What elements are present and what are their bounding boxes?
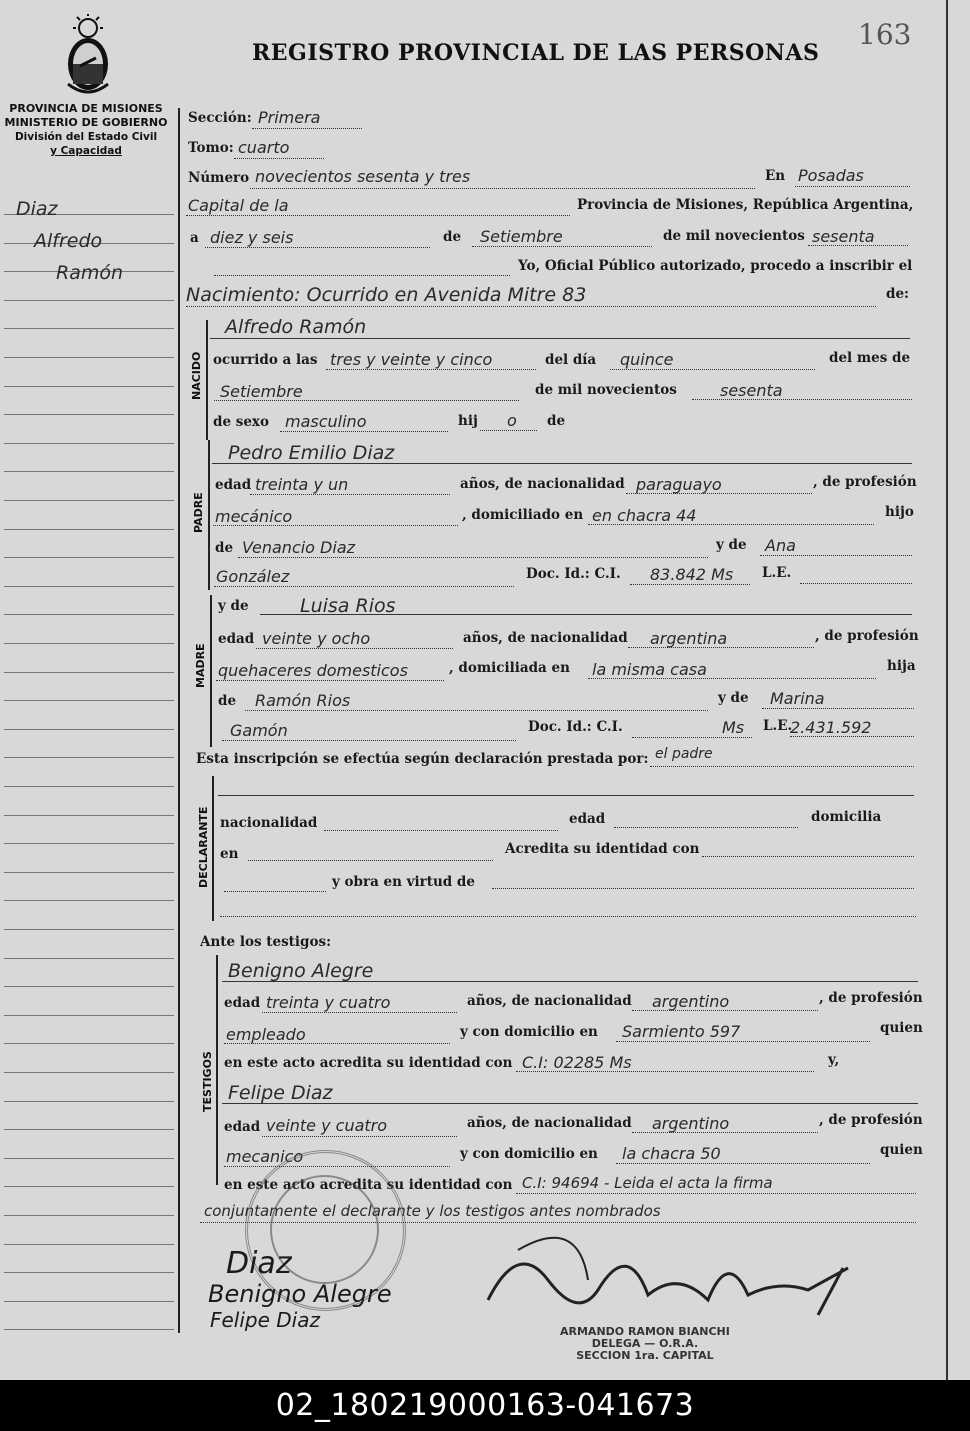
officer-signature [478,1220,858,1320]
margin-rule [4,729,174,730]
madre-edad-label: edad [218,631,255,647]
en-label: En [765,168,786,184]
margin-rule [4,414,174,415]
margin-rule [4,643,174,644]
nacido-bracket [206,320,208,440]
madre-anos-label: años, de nacionalidad [463,630,628,646]
madre-edad: veinte y ocho [262,629,371,648]
margin-rule [4,586,174,587]
numero-value: novecientos sesenta y tres [255,167,471,186]
margin-rule [4,986,174,987]
padre-le-label: L.E. [762,565,792,581]
de-label: de [443,229,462,245]
padre-domicilio: en chacra 44 [592,506,697,525]
page-title: REGISTRO PROVINCIAL DE LAS PERSONAS [252,40,820,66]
madre-doc: Ms [722,718,745,737]
numero-label: Número [188,170,250,186]
madre-y-de-2-label: y de [718,690,749,706]
margin-rule [4,757,174,758]
margin-rule [4,500,174,501]
padre-nombre: Pedro Emilio Diaz [228,442,395,464]
margin-rule [4,1301,174,1302]
padre-madre-de-2: González [216,567,290,586]
testigo2-profesion: mecanico [226,1147,304,1166]
testigo2-nombre: Felipe Diaz [228,1082,333,1104]
tomo-value: cuarto [238,138,290,157]
testigo1-edad-label: edad [224,995,261,1011]
firma-2: Benigno Alegre [208,1280,392,1308]
declarante-nacionalidad-label: nacionalidad [220,815,318,831]
margin-surname: Diaz [16,198,58,220]
madre-bracket [210,595,212,747]
coat-of-arms-icon [58,14,118,98]
margin-rule [4,557,174,558]
del-dia-label: del día [545,352,597,368]
seccion-value: Primera [258,108,321,127]
right-edge [946,0,948,1380]
padre-profesion-label: , de profesión [813,474,917,490]
mil-label: de mil novecientos [663,228,805,244]
testigos-section-label: TESTIGOS [201,1051,214,1112]
margin-rule [4,471,174,472]
madre-section-label: MADRE [194,643,207,688]
officer-line-3: SECCION 1ra. CAPITAL [576,1349,714,1362]
madre-padre-de: Ramón Rios [255,691,351,710]
margin-rule [4,958,174,959]
testigo2-nacionalidad: argentino [652,1114,730,1133]
margin-rule [4,815,174,816]
margin-rule [4,328,174,329]
cierre-text: conjuntamente el declarante y los testigos antes nombrados [204,1202,661,1220]
margin-rule [4,1272,174,1273]
testigo1-nacionalidad: argentino [652,992,730,1011]
margin-rule [4,872,174,873]
declarante-obra-label: y obra en virtud de [332,874,475,890]
acto-value: Nacimiento: Ocurrido en Avenida Mitre 83 [186,284,587,306]
ocurrido-label: ocurrido a las [213,352,318,368]
del-mes-label: del mes de [829,350,911,366]
padre-anos-label: años, de nacionalidad [460,476,625,492]
margin-rule [4,929,174,930]
padre-doc-label: Doc. Id.: C.I. [526,566,621,582]
margin-rule [4,300,174,301]
madre-nacionalidad: argentina [650,629,728,648]
testigo1-profesion: empleado [226,1025,306,1044]
margin-rule [4,443,174,444]
de-colon-label: de: [886,286,910,302]
testigo1-edad: treinta y cuatro [266,993,391,1012]
testigo2-domicilio: la chacra 50 [622,1144,721,1163]
margin-rule [4,1329,174,1330]
madre-nombre: Luisa Rios [300,595,396,617]
hij-label: hij [458,413,478,429]
ministry-line-4: y Capacidad [50,145,122,157]
margin-rule [4,672,174,673]
dia-value: diez y seis [210,228,294,247]
testigo1-nombre: Benigno Alegre [228,960,374,982]
provincia-text: Provincia de Misiones, República Argentina, [577,197,914,213]
testigo1-acredita-label: en este acto acredita su identidad con [224,1055,513,1071]
testigo1-domicilio-label: y con domicilio en [460,1024,598,1040]
testigo2-edad: veinte y cuatro [266,1116,388,1135]
declarante-en-label: en [220,846,239,862]
testigo2-acredita-label: en este acto acredita su identidad con [224,1177,513,1193]
capital-value: Capital de la [188,196,289,215]
madre-le-label: L.E. [763,718,793,734]
padre-de-label: de [215,540,234,556]
page-number: 163 [858,18,912,51]
nacido-nombre: Alfredo Ramón [225,316,367,338]
seccion-label: Sección: [188,110,252,126]
dia-nac-value: quince [620,350,674,369]
declarante-section-label: DECLARANTE [197,806,210,888]
margin-rule [4,357,174,358]
footer-code: 02_180219000163-041673 [0,1380,970,1431]
declarante-edad-label: edad [569,811,606,827]
madre-profesion: quehaceres domesticos [218,661,408,680]
mes-value: Setiembre [480,227,563,246]
anio-value: sesenta [812,227,875,246]
padre-bracket [208,440,210,590]
margin-rule [4,1072,174,1073]
margin-rule [4,900,174,901]
firma-1: Diaz [226,1246,292,1281]
testigo1-doc: C.I: 02285 Ms [522,1053,632,1072]
madre-le: 2.431.592 [790,718,872,737]
ministry-line-3: División del Estado Civil [14,131,158,143]
margin-rule [4,1244,174,1245]
tomo-label: Tomo: [188,140,234,156]
margin-rule [4,1043,174,1044]
madre-madre-de: Marina [770,689,825,708]
margin-rule [4,786,174,787]
margin-rule [4,529,174,530]
margin-name-2: Ramón [56,262,124,284]
declaracion-text: Esta inscripción se efectúa según declaración prestada por: [196,751,649,767]
testigos-bracket [216,955,218,1185]
margin-name-1: Alfredo [34,230,103,252]
padre-padre-de: Venancio Diaz [242,538,356,557]
testigo2-profesion-label: , de profesión [819,1112,923,1128]
anio-nac-value: sesenta [720,381,783,400]
ministry-line-1: PROVINCIA DE MISIONES [9,102,163,115]
padre-doc: 83.842 Ms [650,565,734,584]
margin-rule [4,1186,174,1187]
a-label: a [190,230,199,246]
madre-doc-label: Doc. Id.: C.I. [528,719,623,735]
testigo2-anos-label: años, de nacionalidad [467,1115,632,1131]
margin-rule [4,843,174,844]
margin-rule [4,1129,174,1130]
padre-domicilio-label: , domiciliado en [462,507,584,523]
margin-rule [4,1015,174,1016]
padre-profesion: mecánico [215,507,293,526]
hij-value: o [507,411,517,430]
mil-nac-label: de mil novecientos [535,382,677,398]
testigo2-doc: C.I: 94694 - Leida el acta la firma [522,1174,773,1192]
testigo1-profesion-label: , de profesión [819,990,923,1006]
padre-madre-de: Ana [765,536,796,555]
margin-rule [4,1215,174,1216]
de-nac-label: de [547,413,566,429]
oficial-text: Yo, Oficial Público autorizado, procedo a inscribir el [518,258,913,274]
hora-value: tres y veinte y cinco [330,350,493,369]
madre-profesion-label: , de profesión [815,628,919,644]
margin-divider [178,108,180,1333]
mes-nac-value: Setiembre [220,382,303,401]
nacido-section-label: NACIDO [190,351,203,400]
officer-line-1: ARMANDO RAMON BIANCHI [560,1325,730,1338]
margin-rule [4,386,174,387]
madre-de-label: de [218,693,237,709]
madre-domicilio: la misma casa [592,660,707,679]
padre-edad-label: edad [215,477,252,493]
declarante-acredita-label: Acredita su identidad con [505,841,700,857]
declaracion-por: el padre [655,746,713,762]
madre-y-de-label: y de [218,598,249,614]
sexo-value: masculino [285,412,367,431]
madre-hija-label: hija [887,658,916,674]
ciudad-value: Posadas [798,166,864,185]
madre-domicilio-label: , domiciliada en [449,660,570,676]
testigo2-quien-label: quien [880,1142,923,1158]
testigo2-edad-label: edad [224,1119,261,1135]
testigo2-domicilio-label: y con domicilio en [460,1146,598,1162]
testigo1-y-label: y, [828,1052,840,1068]
testigos-intro: Ante los testigos: [200,934,332,950]
margin-rule [4,614,174,615]
padre-edad: treinta y un [255,475,349,494]
padre-nacionalidad: paraguayo [636,475,722,494]
testigo1-quien-label: quien [880,1020,923,1036]
margin-rule [4,700,174,701]
margin-rule [4,1101,174,1102]
declarante-bracket [212,776,214,921]
margin-rule [4,1158,174,1159]
firma-3: Felipe Diaz [210,1308,320,1332]
padre-y-de-label: y de [716,537,747,553]
officer-line-2: DELEGA — O.R.A. [591,1337,699,1350]
declarante-domicilia-label: domicilia [811,809,882,825]
padre-hijo-label: hijo [885,504,914,520]
testigo1-domicilio: Sarmiento 597 [622,1022,741,1041]
officer-stamp [560,1326,730,1362]
testigo1-anos-label: años, de nacionalidad [467,993,632,1009]
madre-madre-de-2: Gamón [230,721,288,740]
ministry-header [0,102,172,158]
padre-section-label: PADRE [192,492,205,533]
sexo-label: de sexo [213,414,269,430]
ministry-line-2: MINISTERIO DE GOBIERNO [4,116,168,129]
